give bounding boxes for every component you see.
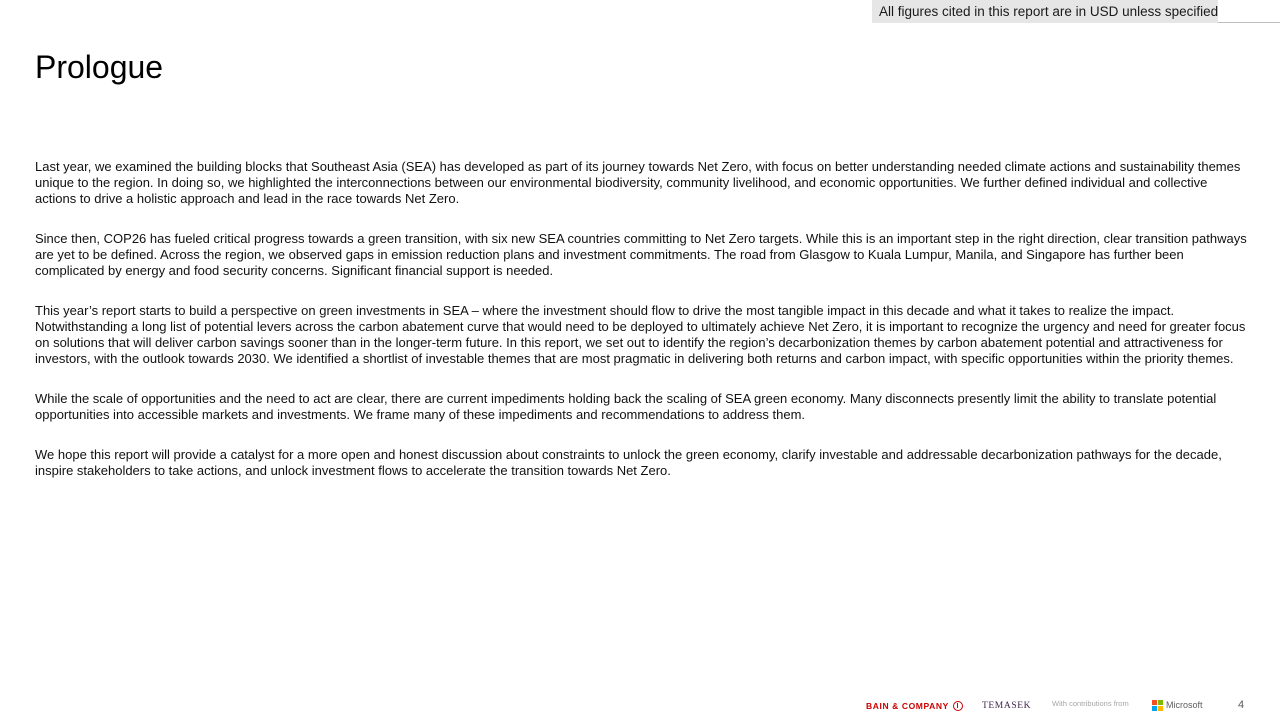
ms-square-red <box>1152 700 1157 705</box>
temasek-logo: TEMASEK <box>982 701 1032 711</box>
prologue-body <box>35 159 1247 503</box>
contributions-label: With contributions from <box>1052 699 1129 708</box>
paragraph-2: Since then, COP26 has fueled critical progress towards a green transition, with six new SEA countries committing to Net Zero targets. While this is an important step in the right direction, clear transition pathways are yet to be defined. Across the region, we observed gaps in emission reduction plans and investment commitments. The road from Glasgow to Kuala Lumpur, Manila, and Singapore has further been complicated by energy and food security concerns. Significant financial support is needed. <box>35 231 1247 278</box>
microsoft-logo <box>1152 699 1203 712</box>
page-footer <box>0 695 1280 717</box>
page-title: Prologue <box>35 49 164 85</box>
currency-disclaimer: All figures cited in this report are in USD unless specified <box>872 0 1218 23</box>
bain-logo-text: BAIN & COMPANY <box>866 701 949 711</box>
ms-square-blue <box>1152 706 1157 711</box>
bain-mark-icon <box>953 701 963 711</box>
paragraph-3: This year’s report starts to build a perspective on green investments in SEA – where the investment should flow to drive the most tangible impact in this decade and what it takes to realize the impact. Notwithstanding a long list of potential levers across the carbon abatement curve that would need to be deployed to ultimately achieve Net Zero, it is important to recognize the urgency and need for greater focus on solutions that will deliver carbon savings sooner than in the longer-term future. In this report, we set out to identify the region’s decarbonization themes by carbon abatement potential and attractiveness for investors, with the outlook towards 2030. We identified a shortlist of investable themes that are most pragmatic in delivering both returns and carbon impact, with specific opportunities within the priority themes. <box>35 303 1246 366</box>
ms-square-green <box>1158 700 1163 705</box>
paragraph-4: While the scale of opportunities and the need to act are clear, there are current impediments holding back the scaling of SEA green economy. Many disconnects presently limit the ability to translate potential opportunities into accessible markets and investments. We frame many of these impediments and recommendations to address them. <box>35 391 1217 422</box>
ms-square-yellow <box>1158 706 1163 711</box>
microsoft-wordmark: Microsoft <box>1166 700 1203 710</box>
paragraph-1: Last year, we examined the building blocks that Southeast Asia (SEA) has developed as part of its journey towards Net Zero, with focus on better understanding needed climate actions and sustainability themes unique to the region. In doing so, we highlighted the interconnections between our environmental biodiversity, community livelihood, and economic opportunities. We further defined individual and collective actions to drive a holistic approach and lead in the race towards Net Zero. <box>35 159 1241 206</box>
bain-company-logo <box>866 699 963 713</box>
page-number: 4 <box>1238 699 1245 711</box>
microsoft-squares-icon <box>1152 700 1163 711</box>
paragraph-5: We hope this report will provide a catalyst for a more open and honest discussion about constraints to unlock the green economy, clarify investable and addressable decarbonization pathways for the decade, inspire stakeholders to take actions, and unlock investment flows to accelerate the transition towards Net Zero. <box>35 447 1222 478</box>
